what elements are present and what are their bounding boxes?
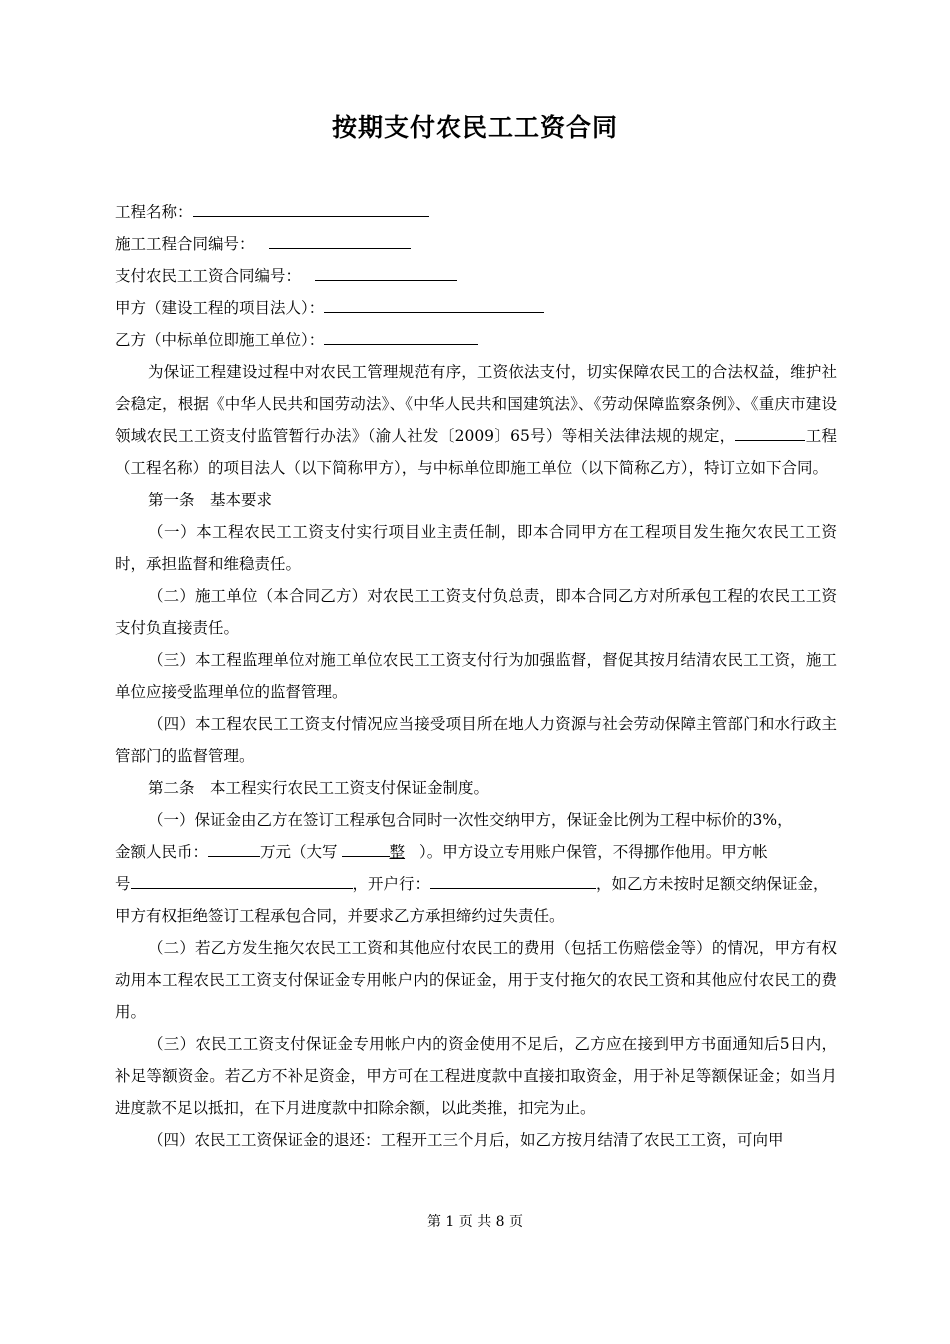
article1-item-3: （三）本工程监理单位对施工单位农民工工资支付行为加强监督，督促其按月结清农民工工资，施工单位应接受监理单位的监督管理。 xyxy=(115,651,837,701)
construction-contract-no-field xyxy=(115,228,837,260)
construction-contract-no-blank xyxy=(269,228,411,249)
amount-label: 金额人民币： xyxy=(115,843,209,861)
article1-item-2: （二）施工单位（本合同乙方）对农民工工资支付负总责，即本合同乙方对所承包工程的农民工工资支付负直接责任。 xyxy=(115,587,837,637)
party-a-field xyxy=(115,292,837,324)
account-label: 号 xyxy=(115,875,131,893)
project-name-label: 工程名称： xyxy=(115,203,193,221)
party-b-blank xyxy=(324,324,478,345)
article2-item-4: （四）农民工工资保证金的退还：工程开工三个月后，如乙方按月结清了农民工工资，可向甲 xyxy=(148,1131,784,1149)
after-amount-text: ）。甲方设立专用账户保管，不得挪作他用。甲方帐 xyxy=(419,843,768,861)
article2-item-2: （二）若乙方发生拖欠农民工工资和其他应付农民工的费用（包括工伤赔偿金等）的情况，甲方有权动用本工程农民工工资支付保证金专用帐户内的保证金，用于支付拖欠的农民工资和其他应付农民工的费用。 xyxy=(115,939,837,1021)
article2-item-1-line2 xyxy=(115,836,837,868)
article1-heading: 第一条 基本要求 xyxy=(148,491,273,509)
article2-item-1-line4: 甲方有权拒绝签订工程承包合同，并要求乙方承担缔约过失责任。 xyxy=(115,907,565,925)
party-b-label: 乙方（中标单位即施工单位）： xyxy=(115,331,325,349)
article1-item-1: （一）本工程农民工工资支付实行项目业主责任制，即本合同甲方在工程项目发生拖欠农民工工资时，承担监督和维稳责任。 xyxy=(115,523,837,573)
article2-item-1-line3 xyxy=(115,868,837,900)
wage-contract-no-field xyxy=(115,260,837,292)
article2-item-1 xyxy=(115,804,837,932)
page-number-footer: 第 1 页 共 8 页 xyxy=(426,1214,524,1230)
party-a-blank xyxy=(324,292,544,313)
intro-paragraph xyxy=(115,356,837,484)
wage-contract-no-label: 支付农民工工资合同编号： xyxy=(115,267,302,285)
article1-item-4: （四）本工程农民工工资支付情况应当接受项目所在地人力资源与社会劳动保障主管部门和水行政主管部门的监督管理。 xyxy=(115,715,837,765)
bank-blank xyxy=(430,868,596,889)
document-body xyxy=(115,196,837,1156)
party-b-field xyxy=(115,324,837,356)
document-title: 按期支付农民工工资合同 xyxy=(331,113,618,142)
wan-yuan-label: 万元（大写 xyxy=(260,843,338,861)
party-a-label: 甲方（建设工程的项目法人）： xyxy=(115,299,325,317)
account-blank xyxy=(131,868,353,889)
project-name-field xyxy=(115,196,837,228)
construction-contract-no-label: 施工工程合同编号： xyxy=(115,235,255,253)
amount-blank xyxy=(208,836,260,857)
intro-text-before: 为保证工程建设过程中对农民工管理规范有序，工资依法支付，切实保障农民工的合法权益，维护社会稳定，根据《中华人民共和国劳动法》、《中华人民共和国建筑法》、《劳动保障监察条例》、《重庆市建设领域农民工工资支付监管暂行办法》（渝人社发〔2009〕65号）等相关法律法规的规定， xyxy=(115,363,837,445)
wage-contract-no-blank xyxy=(315,260,457,281)
zheng-label: 整 xyxy=(389,843,406,861)
bank-label: ，开户行： xyxy=(352,875,431,893)
project-name-blank xyxy=(193,196,429,217)
after-bank-text: ，如乙方未按时足额交纳保证金， xyxy=(596,875,829,893)
article2-heading: 第二条 本工程实行农民工工资支付保证金制度。 xyxy=(148,779,490,797)
amount-words-blank xyxy=(342,836,390,857)
article2-item-3: （三）农民工工资支付保证金专用帐户内的资金使用不足后，乙方应在接到甲方书面通知后5日内，补足等额资金。若乙方不补足资金，甲方可在工程进度款中直接扣取资金，用于补足等额保证金；如当月进度款不足以抵扣，在下月进度款中扣除余额，以此类推，扣完为止。 xyxy=(115,1035,837,1117)
intro-text-after: 工程（工程名称）的项目法人（以下简称甲方），与中标单位即施工单位（以下简称乙方），特订立如下合同。 xyxy=(115,427,837,477)
intro-project-blank xyxy=(735,420,805,441)
article2-item-1-line1: （一）保证金由乙方在签订工程承包合同时一次性交纳甲方，保证金比例为工程中标价的3%， xyxy=(148,811,793,829)
